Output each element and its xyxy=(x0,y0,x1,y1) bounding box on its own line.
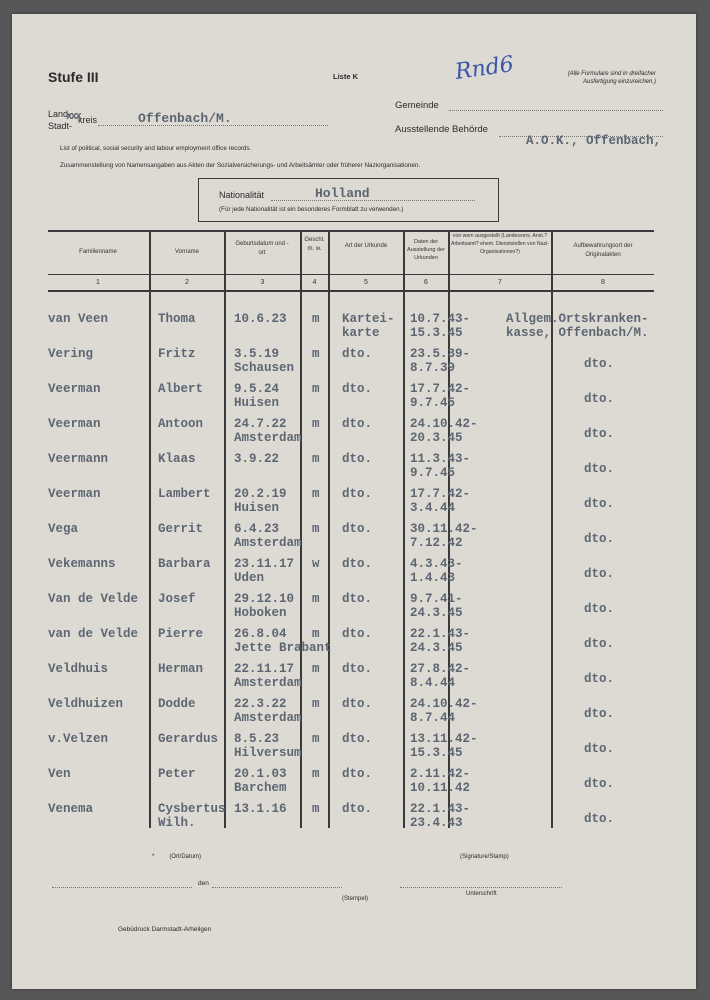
cell-familienname: Veldhuis xyxy=(48,662,109,676)
den-label: den xyxy=(198,880,209,887)
table-number-rule xyxy=(48,290,654,292)
cell-geschlecht: m xyxy=(312,662,320,676)
cell-daten-von: 22.1.43- xyxy=(410,802,471,816)
cell-familienname: Venema xyxy=(48,802,94,816)
cell-daten-von: 27.8.42- xyxy=(410,662,471,676)
col-divider-5 xyxy=(403,230,405,828)
nationality-box xyxy=(198,178,499,222)
cell-vorname: Fritz xyxy=(158,347,196,361)
table-header-rule xyxy=(48,274,654,275)
cell-geburtsort: Amsterdam xyxy=(234,431,302,445)
cell-art: dto. xyxy=(342,557,373,571)
printer-note: Gebüdruck Darmstadt-Arheilgen xyxy=(118,926,212,933)
cell-familienname: Veldhuizen xyxy=(48,697,124,711)
cell-geburtsdatum: 22.3.22 xyxy=(234,697,287,711)
cell-aufbewahrungsort: dto. xyxy=(584,707,615,721)
cell-geburtsort: Barchem xyxy=(234,781,287,795)
col-number-6: 6 xyxy=(424,279,428,286)
cell-art: dto. xyxy=(342,347,373,361)
cell-vorname: Dodde xyxy=(158,697,196,711)
cell-geschlecht: m xyxy=(312,417,320,431)
cell-geburtsdatum: 20.1.03 xyxy=(234,767,287,781)
cell-geburtsdatum: 10.6.23 xyxy=(234,312,287,326)
col-number-2: 2 xyxy=(185,279,189,286)
col-header-8: Aufbewahrungsort der Originalakten xyxy=(573,243,633,258)
cell-art-2: karte xyxy=(342,326,380,340)
cell-geburtsort: Amsterdam xyxy=(234,676,302,690)
col-header-1: Familienname xyxy=(79,249,117,255)
cell-geburtsdatum: 26.8.04 xyxy=(234,627,287,641)
cell-vorname: Antoon xyxy=(158,417,204,431)
cell-geburtsdatum: 24.7.22 xyxy=(234,417,287,431)
cell-geburtsdatum: 23.11.17 xyxy=(234,557,295,571)
cell-familienname: Vega xyxy=(48,522,79,536)
cell-daten-bis: 15.3.45 xyxy=(410,326,463,340)
cell-geschlecht: m xyxy=(312,627,320,641)
cell-daten-bis: 24.3.45 xyxy=(410,641,463,655)
cell-familienname: Veerman xyxy=(48,417,101,431)
cell-geburtsort: Hoboken xyxy=(234,606,287,620)
cell-vorname: Pierre xyxy=(158,627,204,641)
cell-daten-von: 13.11.42- xyxy=(410,732,478,746)
copies-note-line1: (Alle Formulare sind in dreifacher xyxy=(567,71,656,77)
cell-geburtsort: Amsterdam xyxy=(234,536,302,550)
col-number-3: 3 xyxy=(260,279,265,286)
cell-aufbewahrungsort: dto. xyxy=(584,672,615,686)
cell-geschlecht: m xyxy=(312,382,320,396)
gemeinde-label: Gemeinde xyxy=(395,100,439,111)
cell-geburtsdatum: 13.1.16 xyxy=(234,802,287,816)
german-description: Zusammenstellung von Namensangaben aus Akten der Sozialversicherungs- und Arbeitsämter oder früherer Naziorganisationen. xyxy=(60,162,421,169)
unterschrift-label: Unterschrift xyxy=(466,891,497,897)
ort-datum-text: (Ort/Datum) xyxy=(169,854,202,860)
date-dotline xyxy=(212,887,342,888)
cell-daten-bis: 8.7.44 xyxy=(410,711,456,725)
stempel-label: (Stempel) xyxy=(342,896,369,902)
cell-geburtsort: Uden xyxy=(234,571,265,585)
cell-vorname: Klaas xyxy=(158,452,196,466)
kreis-label: kreis xyxy=(78,115,98,125)
cell-daten-von: 17.7.42- xyxy=(410,487,471,501)
cell-geburtsort: Jette Brabant xyxy=(234,641,332,655)
col-number-8: 8 xyxy=(601,279,605,286)
cell-vorname: Gerardus xyxy=(158,732,219,746)
cell-vorname: Herman xyxy=(158,662,204,676)
land-value: Offenbach/M. xyxy=(138,111,232,126)
cell-art: dto. xyxy=(342,592,373,606)
col-number-7: 7 xyxy=(498,279,502,286)
cell-daten-von: 11.3.43- xyxy=(410,452,471,466)
cell-aufbewahrungsort: dto. xyxy=(584,497,615,511)
col-header-3: Geburtsdatum und -ort xyxy=(235,241,289,256)
cell-geschlecht: m xyxy=(312,767,320,781)
cell-familienname: Ven xyxy=(48,767,71,781)
cell-daten-bis: 8.7.39 xyxy=(410,361,456,375)
cell-aufbewahrungsort: dto. xyxy=(584,812,615,826)
cell-familienname: Veerman xyxy=(48,382,101,396)
cell-art: dto. xyxy=(342,417,373,431)
cell-daten-von: 17.7.42- xyxy=(410,382,471,396)
cell-ausgestellt-von: Allgem.Ortskranken- xyxy=(506,312,649,326)
table-top-rule xyxy=(48,230,654,232)
col-header-6: Daten der Ausstellung der Urkunden xyxy=(407,239,445,261)
col-divider-2 xyxy=(224,230,226,828)
cell-familienname: van de Velde xyxy=(48,627,139,641)
cell-familienname: Vering xyxy=(48,347,94,361)
cell-aufbewahrungsort: dto. xyxy=(584,462,615,476)
cell-daten-bis: 9.7.45 xyxy=(410,396,456,410)
cell-vorname-2: Wilh. xyxy=(158,816,196,830)
stadt-label: Stadt- xyxy=(48,121,73,131)
behoerde-label: Ausstellende Behörde xyxy=(395,124,488,135)
col-header-4: Geschl. m. w. xyxy=(304,237,325,252)
cell-geburtsdatum: 3.9.22 xyxy=(234,452,280,466)
gemeinde-dotline xyxy=(449,110,663,111)
cell-daten-bis: 15.3.45 xyxy=(410,746,463,760)
cell-geburtsort: Amsterdam xyxy=(234,711,302,725)
liste-label: Liste K xyxy=(333,72,359,81)
cell-geburtsort: Huisen xyxy=(234,396,280,410)
cell-geschlecht: m xyxy=(312,732,320,746)
cell-geburtsort: Huisen xyxy=(234,501,280,515)
behoerde-value: A.O.K., Offenbach, xyxy=(526,134,662,148)
col-divider-1 xyxy=(149,230,151,828)
cell-daten-bis: 23.4.43 xyxy=(410,816,463,830)
copies-note xyxy=(516,70,656,86)
nationality-note: (Für jede Nationalität ist ein besonderes Formblatt zu verwenden.) xyxy=(219,206,404,213)
cell-vorname: Thoma xyxy=(158,312,196,326)
cell-geschlecht: m xyxy=(312,312,320,326)
cell-geburtsdatum: 20.2.19 xyxy=(234,487,287,501)
cell-art: dto. xyxy=(342,382,373,396)
signature-label: (Signature/Stamp) xyxy=(460,854,509,860)
cell-aufbewahrungsort: dto. xyxy=(584,637,615,651)
cell-daten-von: 23.5.39- xyxy=(410,347,471,361)
cell-daten-bis: 9.7.45 xyxy=(410,466,456,480)
col-number-4: 4 xyxy=(312,279,317,286)
cell-art: dto. xyxy=(342,802,373,816)
ort-dotline xyxy=(52,887,192,888)
cell-geburtsdatum: 22.11.17 xyxy=(234,662,295,676)
cell-geschlecht: m xyxy=(312,487,320,501)
cell-vorname: Lambert xyxy=(158,487,211,501)
cell-daten-von: 22.1.43- xyxy=(410,627,471,641)
cell-familienname: v.Velzen xyxy=(48,732,109,746)
cell-daten-von: 30.11.42- xyxy=(410,522,478,536)
cell-familienname: Veerman xyxy=(48,487,101,501)
nationality-label: Nationalität xyxy=(219,190,265,200)
cell-aufbewahrungsort: dto. xyxy=(584,742,615,756)
cell-art: dto. xyxy=(342,452,373,466)
cell-geschlecht: m xyxy=(312,347,320,361)
cell-geschlecht: m xyxy=(312,697,320,711)
cell-ausgestellt-von-2: kasse, Offenbach/M. xyxy=(506,326,649,340)
copies-note-line2: Ausfertigung einzureichen.) xyxy=(582,79,656,85)
cell-daten-von: 10.7.43- xyxy=(410,312,471,326)
cell-geburtsdatum: 29.12.10 xyxy=(234,592,295,606)
cell-art: dto. xyxy=(342,627,373,641)
cell-daten-von: 24.10.42- xyxy=(410,697,478,711)
land-label: Land- xyxy=(48,109,72,119)
cell-familienname: Van de Velde xyxy=(48,592,139,606)
col-header-2: Vorname xyxy=(174,249,199,255)
cell-art: dto. xyxy=(342,522,373,536)
cell-daten-bis: 10.11.42 xyxy=(410,781,471,795)
cell-geburtsdatum: 6.4.23 xyxy=(234,522,280,536)
land-strike: xxx xyxy=(66,111,80,123)
col-number-5: 5 xyxy=(364,279,368,286)
document-sheet xyxy=(12,14,696,989)
col-divider-3 xyxy=(300,230,302,828)
cell-geschlecht: m xyxy=(312,592,320,606)
cell-geburtsdatum: 3.5.19 xyxy=(234,347,280,361)
nationality-value: Holland xyxy=(315,186,370,201)
cell-aufbewahrungsort: dto. xyxy=(584,392,615,406)
cell-aufbewahrungsort: dto. xyxy=(584,567,615,581)
handwritten-mark xyxy=(454,52,516,85)
cell-daten-bis: 3.4.44 xyxy=(410,501,456,515)
stufe-title: Stufe III xyxy=(48,69,99,85)
cell-daten-bis: 7.12.42 xyxy=(410,536,463,550)
footer-star: * xyxy=(152,854,168,860)
col-header-7: von wem ausgestellt (Landesvers. Anst.? Arbeitsamt? ehem. Dienststellen von Nazi-Organisationen?) xyxy=(450,233,550,255)
cell-vorname: Josef xyxy=(158,592,196,606)
cell-familienname: Vekemanns xyxy=(48,557,116,571)
cell-daten-von: 24.10.42- xyxy=(410,417,478,431)
nationality-dotline xyxy=(271,200,475,201)
cell-aufbewahrungsort: dto. xyxy=(584,602,615,616)
ort-datum-label xyxy=(152,854,201,860)
cell-aufbewahrungsort: dto. xyxy=(584,427,615,441)
cell-daten-bis: 8.4.44 xyxy=(410,676,456,690)
cell-daten-von: 4.3.43- xyxy=(410,557,463,571)
cell-art: dto. xyxy=(342,697,373,711)
cell-daten-bis: 1.4.43 xyxy=(410,571,456,585)
cell-aufbewahrungsort: dto. xyxy=(584,357,615,371)
english-description: List of political, social security and labour employment office records. xyxy=(60,145,252,152)
cell-familienname: van Veen xyxy=(48,312,109,326)
cell-geburtsort: Schausen xyxy=(234,361,295,375)
cell-art: dto. xyxy=(342,767,373,781)
cell-daten-bis: 24.3.45 xyxy=(410,606,463,620)
cell-art: Kartei- xyxy=(342,312,395,326)
col-header-5: Art der Urkunde xyxy=(344,243,388,249)
cell-daten-bis: 20.3.45 xyxy=(410,431,463,445)
col-number-1: 1 xyxy=(96,279,100,286)
cell-geschlecht: m xyxy=(312,452,320,466)
cell-aufbewahrungsort: dto. xyxy=(584,532,615,546)
cell-daten-von: 2.11.42- xyxy=(410,767,471,781)
cell-familienname: Veermann xyxy=(48,452,109,466)
cell-geburtsdatum: 8.5.23 xyxy=(234,732,280,746)
cell-geschlecht: m xyxy=(312,802,320,816)
cell-aufbewahrungsort: dto. xyxy=(584,777,615,791)
cell-art: dto. xyxy=(342,662,373,676)
cell-geschlecht: w xyxy=(312,557,320,571)
cell-vorname: Barbara xyxy=(158,557,211,571)
cell-vorname: Albert xyxy=(158,382,204,396)
cell-vorname: Peter xyxy=(158,767,196,781)
cell-daten-von: 9.7.41- xyxy=(410,592,463,606)
cell-geburtsort: Hilversum xyxy=(234,746,302,760)
cell-vorname: Gerrit xyxy=(158,522,204,536)
cell-geburtsdatum: 9.5.24 xyxy=(234,382,280,396)
cell-art: dto. xyxy=(342,732,373,746)
col-divider-4 xyxy=(328,230,330,828)
cell-geschlecht: m xyxy=(312,522,320,536)
handwritten-mark-text: Rnd6 xyxy=(453,52,516,85)
cell-art: dto. xyxy=(342,487,373,501)
signature-dotline xyxy=(400,887,562,888)
cell-vorname: Cysbertus xyxy=(158,802,226,816)
